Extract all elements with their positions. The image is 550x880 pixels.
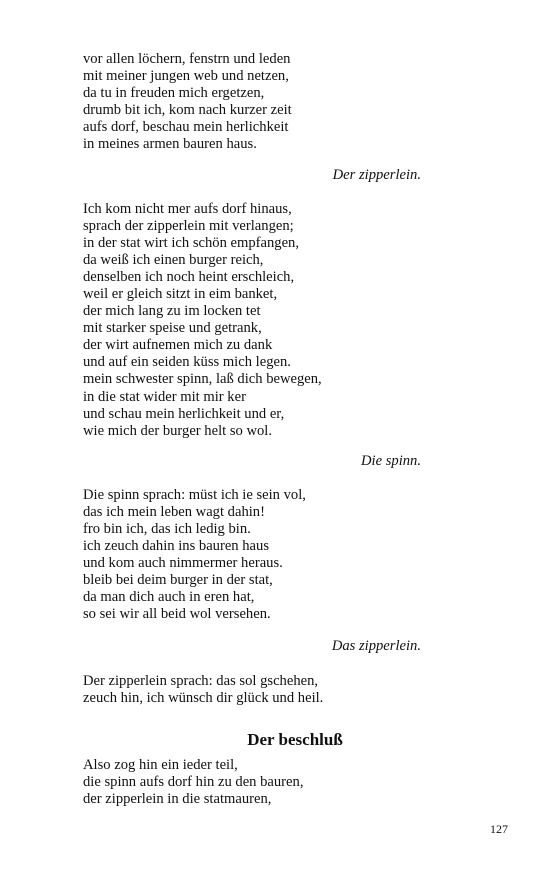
poem-line: und kom auch nimmermer heraus. (83, 555, 283, 572)
poem-line: der mich lang zu im locken tet (83, 303, 261, 320)
poem-line: die spinn aufs dorf hin zu den bauren, (83, 774, 304, 791)
poem-line: denselben ich noch heint erschleich, (83, 269, 295, 286)
speaker-label: Der zipperlein. (332, 167, 421, 183)
section-heading: Der beschluß (247, 730, 343, 749)
poem-line: in meines armen bauren haus. (83, 136, 257, 153)
poem-stanza-2 (83, 201, 503, 440)
poem-line: sprach der zipperlein mit verlangen; (83, 218, 294, 235)
poem-line: Also zog hin ein ieder teil, (83, 757, 238, 773)
speaker-label: Das zipperlein. (331, 638, 421, 654)
poem-line: in die stat wider mit mir ker (83, 388, 246, 405)
poem-stanza-1 (83, 51, 503, 153)
poem-line: aufs dorf, beschau mein herlichkeit (83, 119, 289, 136)
poem-line: der zipperlein in die statmauren, (83, 791, 272, 808)
poem-line: drumb bit ich, kom nach kurzer zeit (83, 102, 292, 119)
poem-line: fro bin ich, das ich ledig bin. (83, 521, 251, 538)
poem-line: da man dich auch in eren hat, (83, 589, 255, 606)
poem-line: mit starker speise und getrank, (83, 320, 262, 337)
poem-stanza-3 (83, 487, 503, 623)
poem-line: vor allen löchern, fenstrn und leden (83, 51, 291, 67)
poem-line: weil er gleich sitzt in eim banket, (83, 286, 278, 303)
poem-line: Ich kom nicht mer aufs dorf hinaus, (83, 201, 292, 217)
poem-line: mein schwester spinn, laß dich bewegen, (83, 371, 322, 388)
poem-line: so sei wir all beid wol versehen. (83, 606, 271, 623)
poem-line: zeuch hin, ich wünsch dir glück und heil. (83, 690, 324, 707)
poem-stanza-5 (83, 757, 503, 808)
speaker-label: Die spinn. (361, 453, 421, 469)
poem-line: da tu in freuden mich ergetzen, (83, 85, 265, 102)
page-number: 127 (490, 822, 508, 836)
poem-line: und auf ein seiden küss mich legen. (83, 354, 291, 371)
poem-line: und schau mein herlichkeit und er, (83, 405, 285, 422)
poem-line: der wirt aufnemen mich zu dank (83, 337, 273, 354)
poem-line: da weiß ich einen burger reich, (83, 252, 264, 269)
poem-line: das ich mein leben wagt dahin! (83, 504, 265, 521)
poem-line: Der zipperlein sprach: das sol gschehen, (83, 673, 319, 689)
poem-stanza-4 (83, 673, 503, 707)
poem-line: Die spinn sprach: müst ich ie sein vol, (83, 487, 306, 503)
poem-line: in der stat wirt ich schön empfangen, (83, 235, 300, 252)
poem-line: ich zeuch dahin ins bauren haus (83, 538, 270, 555)
poem-line: wie mich der burger helt so wol. (83, 422, 272, 439)
poem-line: bleib bei deim burger in der stat, (83, 572, 273, 589)
poem-line: mit meiner jungen web und netzen, (83, 68, 289, 85)
